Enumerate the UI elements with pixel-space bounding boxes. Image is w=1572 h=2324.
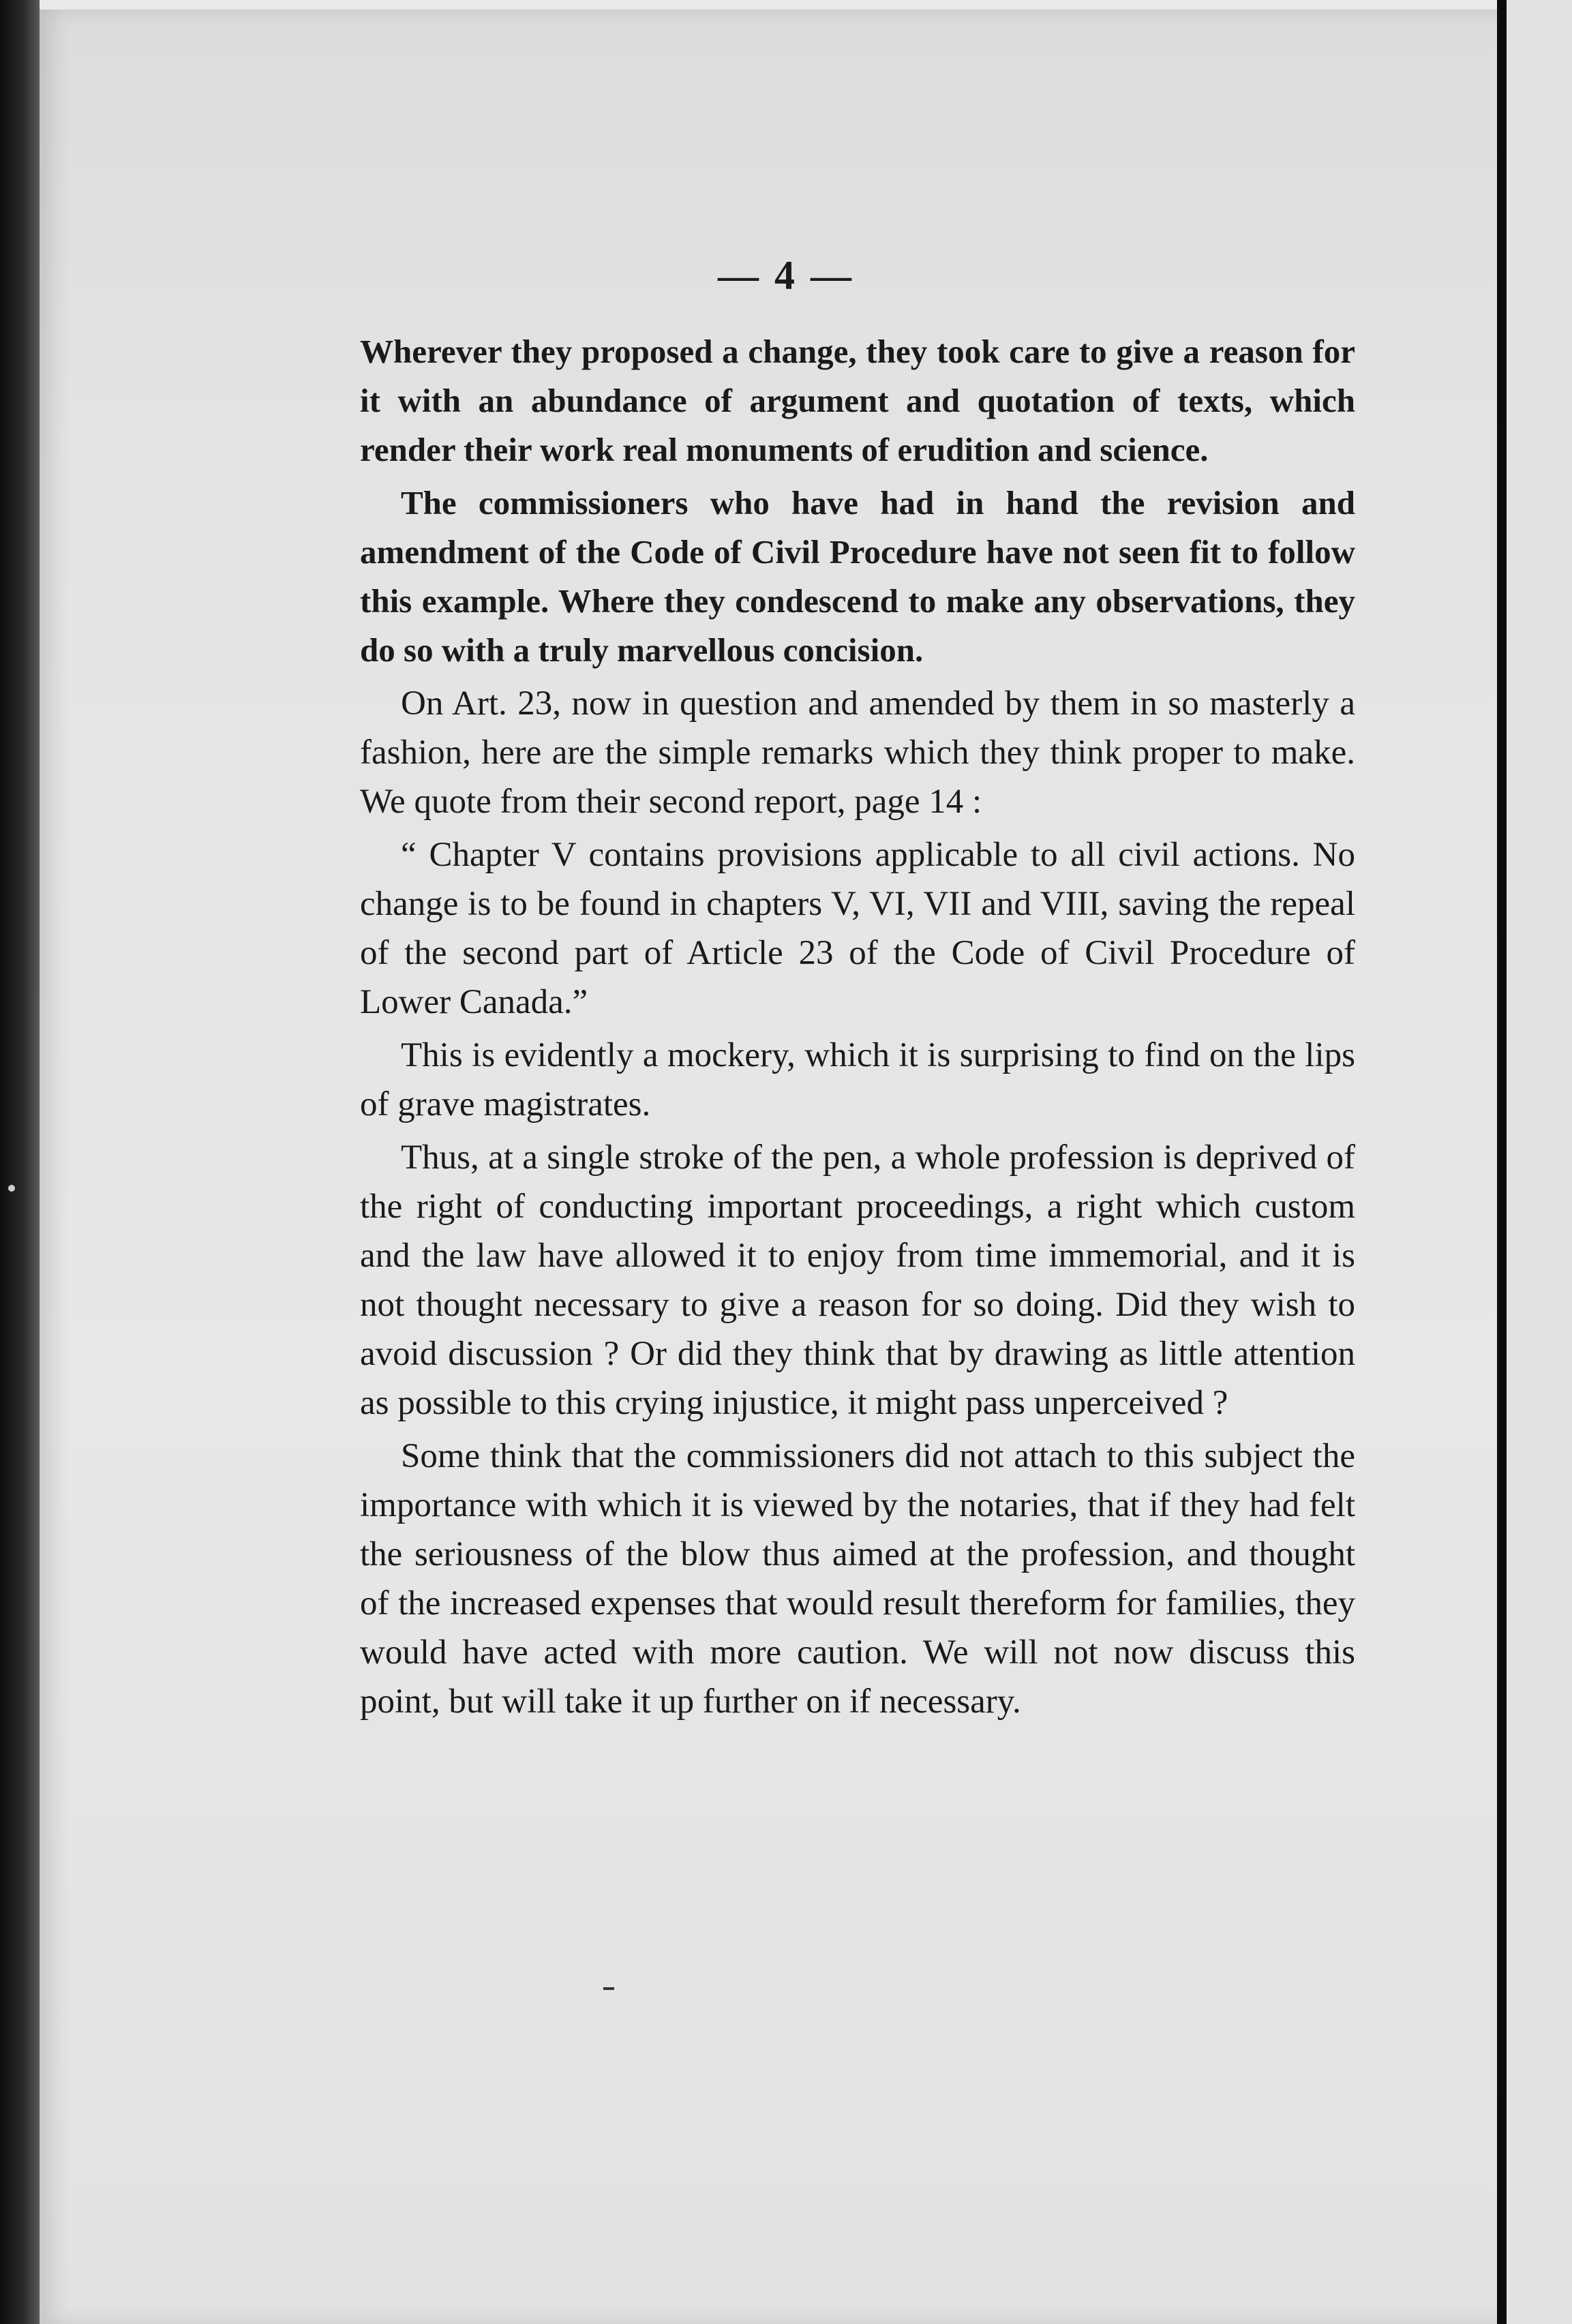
paragraph-2: The commissioners who have had in hand the revision and amendment of the Code of Civil Procedure have not seen fit to follow this example. Where they condescend to make any observations, they do so with a truly marvellous concision. xyxy=(360,484,1355,669)
page-edge-rule xyxy=(1497,0,1507,2324)
body-text xyxy=(360,327,1355,1730)
paragraph-6: Thus, at a single stroke of the pen, a whole profession is deprived of the right of conducting important proceedings, a right which custom and the law have allowed it to enjoy from time immemorial, and it is not thought necessary to give a reason for so doing. Did they wish to avoid discussion ? Or did they think that by drawing as little attention as possible to this crying injustice, it might pass unperceived ? xyxy=(360,1138,1355,1422)
binding-shadow xyxy=(0,0,40,2324)
page-number: — 4 — xyxy=(718,253,854,298)
right-margin xyxy=(1507,0,1572,2324)
paragraph-5: This is evidently a mockery, which it is surprising to find on the lips of grave magistrates. xyxy=(360,1036,1355,1123)
paragraph-1: Wherever they proposed a change, they took care to give a reason for it with an abundance of argument and quotation of texts, which render their work real monuments of erudition and science. xyxy=(360,333,1355,468)
paragraph-quote: “ Chapter V contains provisions applicable to all civil actions. No change is to be found in chapters V, VI, VII and VIII, saving the repeal of the second part of Article 23 of the Code of Civil Procedure of Lower Canada.” xyxy=(360,836,1355,1021)
paragraph-7: Some think that the commissioners did not attach to this subject the importance with which it is viewed by the notaries, that if they had felt the seriousness of the blow thus aimed at the profession, and thought of the increased expenses that would result thereform for families, they would have acted with more caution. We will not now discuss this point, but will take it up further on if necessary. xyxy=(360,1437,1355,1721)
stray-ink-mark xyxy=(603,1987,614,1990)
paragraph-3: On Art. 23, now in question and amended by them in so masterly a fashion, here are the simple remarks which they think proper to make. We quote from their second report, page 14 : xyxy=(360,684,1355,821)
stray-dot xyxy=(8,1185,15,1192)
